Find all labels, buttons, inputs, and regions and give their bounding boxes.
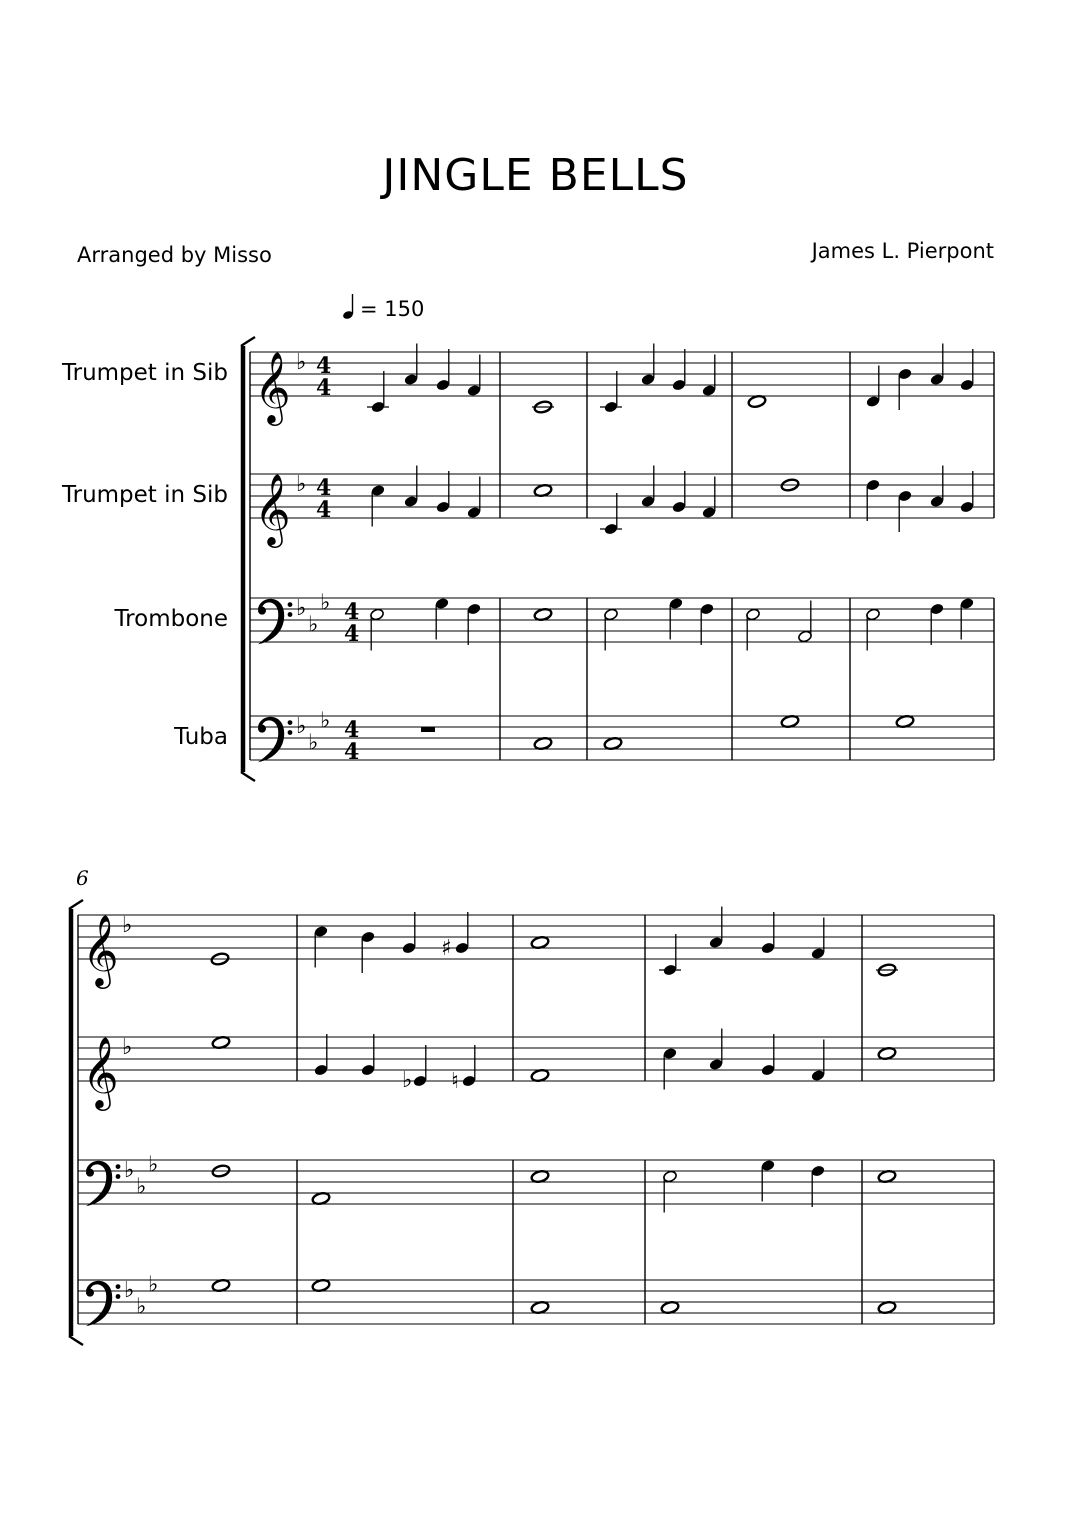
bass-clef-icon [258,717,292,762]
flat-sign-icon: ♭ [320,590,331,616]
time-signature-denominator: 4 [316,375,332,401]
flat-sign-icon: ♭ [320,708,331,734]
bracket-top-curl [69,900,83,909]
bracket-bottom-curl [241,772,255,781]
flat-sign-icon: ♭ [308,612,319,638]
treble-clef-icon: 𝄞 [254,350,291,423]
flat-sign-icon: ♭ [124,1278,135,1303]
flat-sign-icon: ♭ [122,1035,133,1060]
flat-sign-icon: ♭ [136,1294,147,1320]
flat-sign-icon: ♭ [296,472,307,497]
arranger-credit: Arranged by Misso [77,243,272,267]
whole-note [533,736,552,750]
flat-sign-icon: ♭ [136,1174,147,1200]
whole-note [747,394,766,408]
whole-note [311,1191,330,1205]
treble-clef-icon: 𝄞 [82,1035,119,1108]
sharp-sign-icon: ♯ [441,936,452,961]
whole-note [660,1300,679,1314]
treble-clef-icon: 𝄞 [82,913,119,986]
bass-clef-icon [258,599,292,644]
treble-clef-icon: 𝄞 [254,472,291,545]
whole-rest [421,727,435,732]
whole-note [530,1068,549,1082]
flat-sign-icon: ♭ [296,596,307,621]
time-signature-numerator: 4 [316,353,332,379]
time-signature-numerator: 4 [344,599,360,625]
bass-clef-icon [86,1281,120,1326]
flat-sign-icon: ♭ [148,1272,159,1298]
composer-credit: James L. Pierpont [811,239,994,263]
natural-sign-icon: ♮ [451,1069,459,1094]
bracket-bottom-curl [69,1336,83,1345]
time-signature-numerator: 4 [344,717,360,743]
whole-note [877,1169,896,1183]
time-signature-denominator: 4 [344,739,360,765]
instrument-label-trumpet-1: Trumpet in Sib [61,360,228,386]
whole-note [533,607,552,621]
time-signature-denominator: 4 [344,621,360,647]
flat-sign-icon: ♭ [308,730,319,756]
bass-clef-icon [86,1161,120,1206]
whole-note [311,1278,330,1292]
whole-note [603,736,622,750]
flat-sign-icon: ♭ [148,1152,159,1178]
whole-note [877,1046,896,1060]
score-title: JINGLE BELLS [382,150,689,201]
flat-sign-icon: ♭ [124,1158,135,1183]
whole-note [780,714,799,728]
flat-sign-icon: ♭ [402,1068,413,1093]
whole-note [533,483,552,497]
whole-note [530,935,549,949]
flat-sign-icon: ♭ [296,350,307,375]
whole-note [211,1035,230,1049]
instrument-label-trumpet-2: Trumpet in Sib [61,482,228,508]
time-signature-denominator: 4 [316,497,332,523]
bracket-top-curl [241,337,255,346]
instrument-label-tuba: Tuba [174,724,228,750]
flat-sign-icon: ♭ [122,913,133,938]
flat-sign-icon: ♭ [296,714,307,739]
whole-note [211,1278,230,1292]
instrument-label-trombone: Trombone [114,606,228,632]
whole-note [530,1300,549,1314]
whole-note [530,1169,549,1183]
whole-note [877,1300,896,1314]
whole-note [895,714,914,728]
time-signature-numerator: 4 [316,475,332,501]
measure-number: 6 [76,866,89,890]
tempo-value: = 150 [360,297,425,321]
